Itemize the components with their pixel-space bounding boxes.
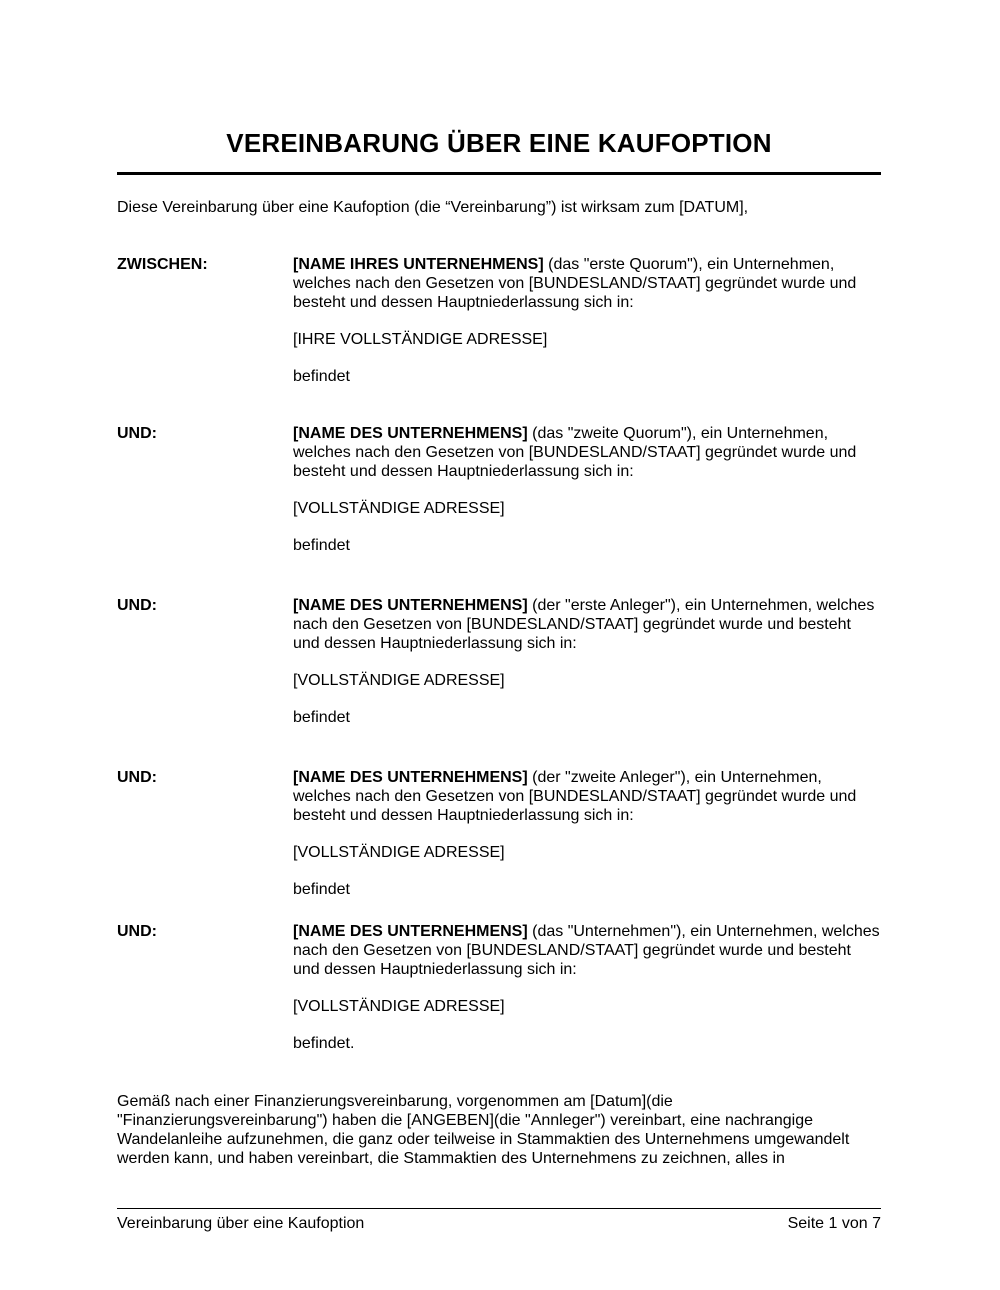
party-address: [VOLLSTÄNDIGE ADRESSE]	[293, 672, 505, 689]
party-description	[293, 255, 881, 312]
party-location: befindet	[293, 537, 350, 554]
party-address: [VOLLSTÄNDIGE ADRESSE]	[293, 844, 505, 861]
party-name: [NAME DES UNTERNEHMENS]	[293, 923, 528, 940]
footer-divider	[117, 1208, 881, 1209]
party-description	[293, 768, 881, 825]
party-details: (der "zweite Anleger"), ein Unternehmen, welches nach den Gesetzen von [BUNDESLAND/STAAT] gegründet wurde und besteht und dessen Hauptniederlassung sich in:	[293, 769, 857, 824]
party-address: [VOLLSTÄNDIGE ADRESSE]	[293, 500, 505, 517]
party-body	[293, 768, 881, 899]
party-name: [NAME DES UNTERNEHMENS]	[293, 597, 528, 614]
party-label: UND:	[117, 425, 157, 442]
intro-paragraph: Diese Vereinbarung über eine Kaufoption (die “Vereinbarung”) ist wirksam zum [DATUM],	[117, 199, 749, 216]
party-body	[293, 922, 881, 1053]
party-details: (das "erste Quorum"), ein Unternehmen, welches nach den Gesetzen von [BUNDESLAND/STAAT] gegründet wurde und besteht und dessen Hauptniederlassung sich in:	[293, 256, 857, 311]
party-details: (das "zweite Quorum"), ein Unternehmen, welches nach den Gesetzen von [BUNDESLAND/STAAT] gegründet wurde und besteht und dessen Hauptniederlassung sich in:	[293, 425, 857, 480]
title-divider	[117, 172, 881, 175]
party-label: UND:	[117, 769, 157, 786]
document-title: VEREINBARUNG ÜBER EINE KAUFOPTION	[226, 128, 772, 158]
party-address: [IHRE VOLLSTÄNDIGE ADRESSE]	[293, 331, 548, 348]
party-details: (das "Unternehmen"), ein Unternehmen, welches nach den Gesetzen von [BUNDESLAND/STAAT] gegründet wurde und besteht und dessen Hauptniederlassung sich in:	[293, 923, 880, 978]
party-details: (der "erste Anleger"), ein Unternehmen, welches nach den Gesetzen von [BUNDESLAND/STAAT] gegründet wurde und besteht und dessen Hauptniederlassung sich in:	[293, 597, 875, 652]
party-description	[293, 922, 881, 979]
party-location: befindet	[293, 709, 350, 726]
party-description	[293, 596, 881, 653]
party-label: UND:	[117, 597, 157, 614]
party-address: [VOLLSTÄNDIGE ADRESSE]	[293, 998, 505, 1015]
party-description	[293, 424, 881, 481]
party-label: UND:	[117, 923, 157, 940]
party-body	[293, 596, 881, 727]
party-body	[293, 424, 881, 555]
party-location: befindet	[293, 881, 350, 898]
party-label: ZWISCHEN:	[117, 256, 208, 273]
closing-paragraph: Gemäß nach einer Finanzierungsvereinbarung, vorgenommen am [Datum](die "Finanzierungsvereinbarung") haben die [ANGEBEN](die "Annleger") vereinbart, eine nachrangige Wandelanleihe aufzunehmen, die ganz oder teilweise in Stammaktien des Unternehmens umgewandelt werden kann, und haben vereinbart, die Stammaktien des Unternehmens zu zeichnen, alles in	[117, 1093, 850, 1167]
party-name: [NAME DES UNTERNEHMENS]	[293, 425, 528, 442]
party-body	[293, 255, 881, 386]
page-number: Seite 1 von 7	[787, 1215, 881, 1232]
footer-title: Vereinbarung über eine Kaufoption	[117, 1215, 365, 1232]
party-name: [NAME DES UNTERNEHMENS]	[293, 769, 528, 786]
party-location: befindet	[293, 368, 350, 385]
party-name: [NAME IHRES UNTERNEHMENS]	[293, 256, 544, 273]
party-location: befindet.	[293, 1035, 355, 1052]
